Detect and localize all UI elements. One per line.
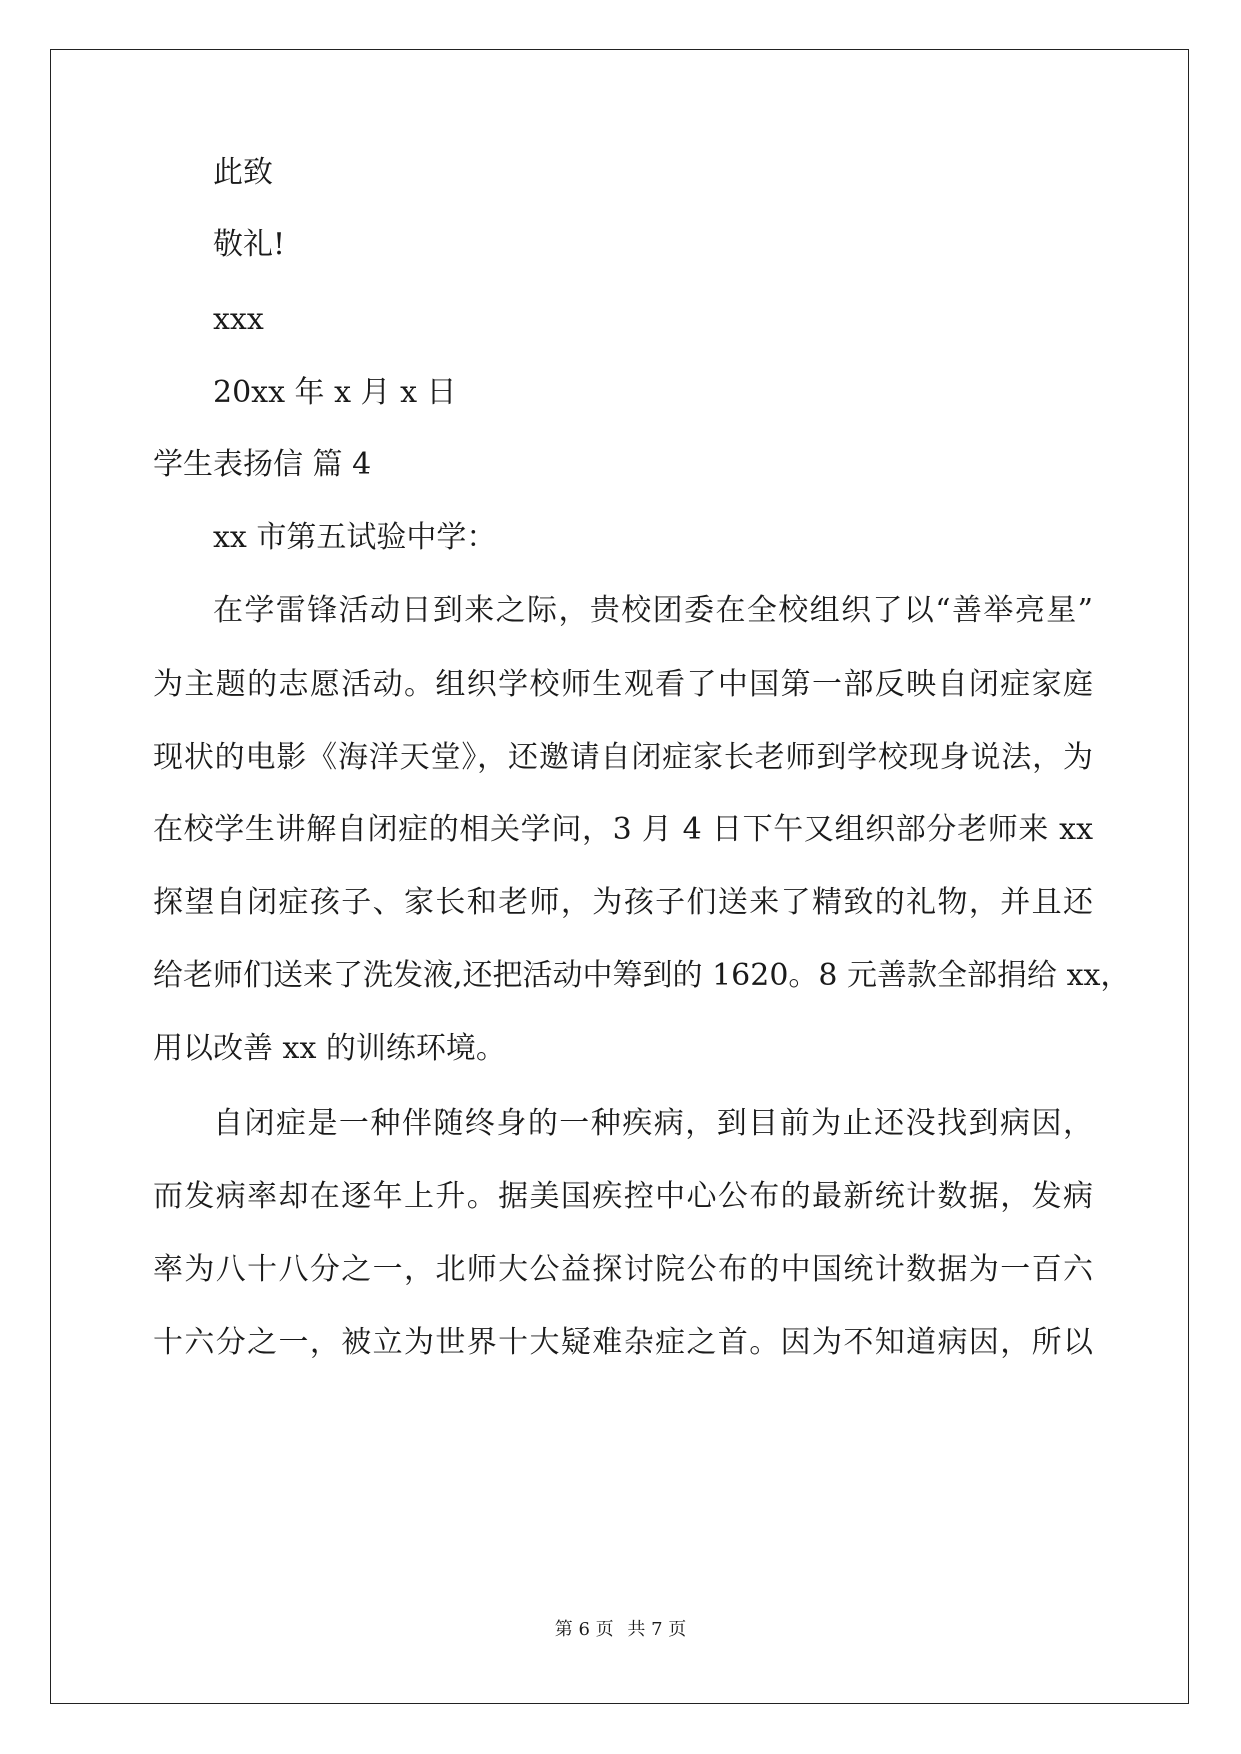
paragraph-line: 率为八十八分之一，北师大公益探讨院公布的中国统计数据为一百六 — [153, 1252, 1093, 1287]
closing-salutation: 此致 — [213, 155, 273, 190]
page-number: 第 6 页 — [554, 1619, 614, 1640]
addressee: xx 市第五试验中学： — [213, 520, 497, 555]
paragraph-line: 现状的电影《海洋天堂》，还邀请自闭症家长老师到学校现身说法，为 — [153, 740, 1093, 775]
paragraph-line: 为主题的志愿活动。组织学校师生观看了中国第一部反映自闭症家庭 — [153, 667, 1093, 702]
paragraph-line: 十六分之一，被立为世界十大疑难杂症之首。因为不知道病因，所以 — [153, 1325, 1093, 1360]
paragraph-line: 在学雷锋活动日到来之际，贵校团委在全校组织了以“善举亮星” — [213, 593, 1093, 628]
paragraph-line: 用以改善 xx 的训练环境。 — [153, 1031, 506, 1066]
paragraph-line: 给老师们送来了洗发液,还把活动中筹到的 1620。8 元善款全部捐给 xx， — [153, 958, 1131, 993]
letter-date: 20xx 年 x 月 x 日 — [213, 375, 457, 410]
closing-regards: 敬礼! — [213, 227, 286, 262]
paragraph-line: 自闭症是一种伴随终身的一种疾病，到目前为止还没找到病因， — [213, 1106, 1093, 1141]
paragraph-line: 而发病率却在逐年上升。据美国疾控中心公布的最新统计数据，发病 — [153, 1179, 1093, 1214]
section-heading: 学生表扬信 篇 4 — [153, 447, 372, 482]
signature: xxx — [213, 302, 264, 337]
page-border — [50, 49, 1189, 1704]
page-footer — [0, 1615, 1241, 1641]
page-total: 共 7 页 — [627, 1619, 687, 1640]
paragraph-line: 在校学生讲解自闭症的相关学问，3 月 4 日下午又组织部分老师来 xx — [153, 812, 1093, 847]
paragraph-line: 探望自闭症孩子、家长和老师，为孩子们送来了精致的礼物，并且还 — [153, 885, 1093, 920]
